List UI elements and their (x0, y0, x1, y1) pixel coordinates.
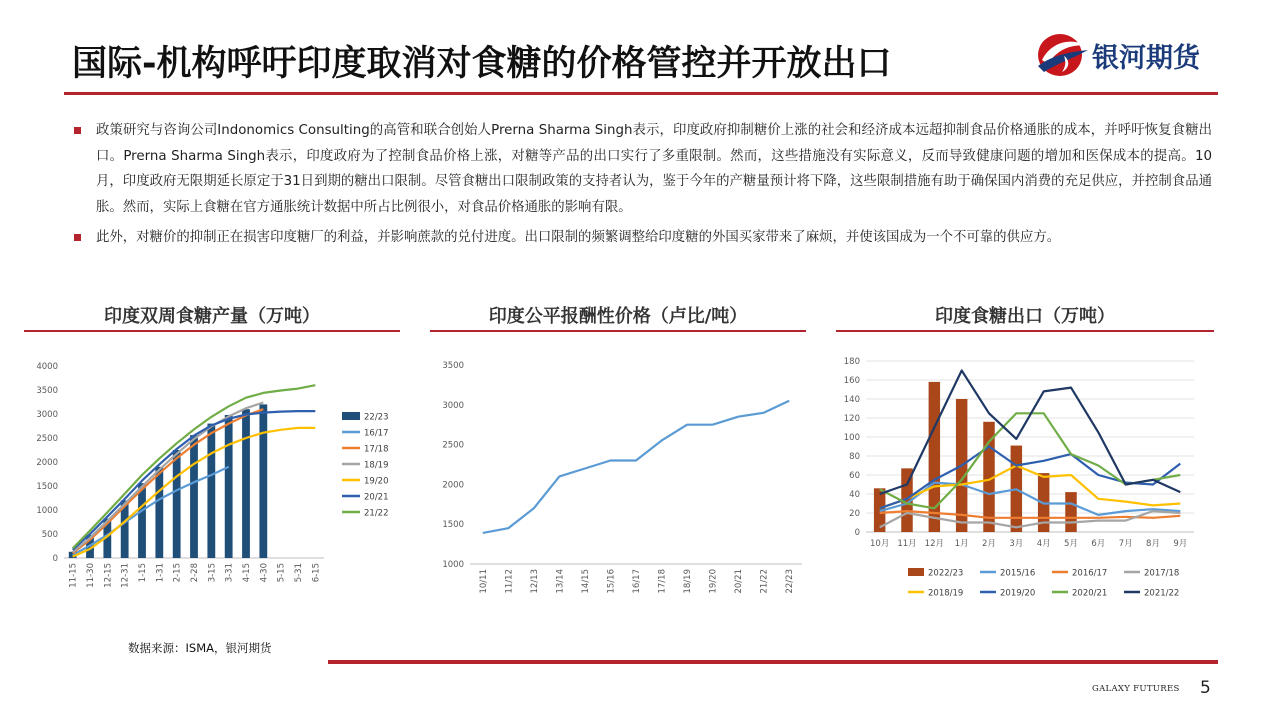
x-tick-label: 5-15 (276, 563, 287, 583)
bar (138, 483, 146, 558)
y-tick-label: 4000 (36, 362, 58, 372)
y-tick-label: 3500 (36, 386, 58, 396)
brand-name: 银河期货 (1092, 43, 1200, 74)
x-tick-label: 15/16 (606, 569, 617, 594)
x-tick-label: 2月 (982, 539, 996, 549)
chart-title-divider (24, 330, 400, 332)
legend-label: 21/22 (364, 508, 389, 519)
y-tick-label: 3500 (442, 361, 464, 371)
series-line (880, 511, 1181, 527)
y-tick-label: 80 (849, 452, 860, 462)
chart-frp (430, 350, 806, 602)
y-tick-label: 140 (843, 395, 860, 405)
chart-title-production: 印度双周食糖产量（万吨） (104, 306, 320, 327)
legend-label: 2019/20 (1000, 588, 1036, 599)
bar (207, 424, 215, 558)
legend-swatch (908, 568, 924, 576)
x-tick-label: 10/11 (478, 569, 489, 594)
x-tick-label: 11-30 (86, 563, 96, 588)
x-tick-label: 3月 (1009, 539, 1024, 549)
legend-label: 22/23 (364, 412, 389, 423)
legend-label: 2015/16 (1000, 568, 1036, 579)
bar (242, 409, 250, 558)
chart-production (24, 350, 400, 602)
x-tick-label: 6月 (1091, 539, 1106, 549)
legend-label: 20/21 (364, 492, 389, 503)
bullet-list (72, 118, 1212, 251)
bar (155, 467, 163, 558)
series-line (483, 401, 789, 533)
legend-label: 2018/19 (928, 588, 964, 599)
y-tick-label: 1500 (442, 520, 464, 531)
bullet-square-icon (74, 127, 81, 134)
y-tick-label: 1500 (36, 482, 58, 492)
bar (1065, 492, 1076, 532)
y-tick-label: 120 (843, 414, 860, 424)
y-tick-label: 2000 (36, 458, 58, 468)
footer-divider (328, 660, 1218, 664)
title-divider (64, 92, 1218, 95)
bar (929, 382, 940, 532)
y-tick-label: 60 (849, 471, 860, 481)
x-tick-label: 11月 (897, 539, 917, 549)
x-tick-label: 11/12 (504, 569, 515, 594)
y-tick-label: 1000 (36, 506, 58, 516)
series-line (73, 409, 264, 553)
y-tick-label: 500 (41, 530, 58, 540)
x-tick-label: 7月 (1118, 539, 1133, 549)
y-tick-label: 180 (843, 357, 860, 367)
x-tick-label: 4-15 (242, 563, 252, 583)
x-tick-label: 12/13 (529, 569, 540, 594)
legend-label: 2016/17 (1072, 568, 1108, 579)
x-tick-label: 13/14 (555, 569, 566, 594)
bullet-text: 此外，对糖价的抑制正在损害印度糖厂的利益，并影响蔗款的兑付进度。出口限制的频繁调整给印度糖的外国买家带来了麻烦，并使该国成为一个不可靠的供应方。 (96, 230, 1061, 246)
bullet-item (72, 118, 1212, 220)
data-source: 数据来源：ISMA，银河期货 (128, 641, 272, 655)
bullet-square-icon (74, 234, 81, 241)
x-tick-label: 20/21 (734, 569, 745, 594)
x-tick-label: 16/17 (632, 569, 642, 594)
bullet-text: 政策研究与咨询公司Indonomics Consulting的高管和联合创始人Prerna Sharma Singh表示，印度政府抑制糖价上涨的社会和经济成本远超抑制食品价格通胀的成本，并呼吁恢复食糖出口。Prerna Sharma Singh表示，印度政府为了控制食品价格上涨，对糖等产品的出口实行了多重限制。然而，这些措施没有实际意义，反而导致健康问题的增加和医保成本的提高。10月，印度政府无限期延长原定于31日到期的糖出口限制。尽管食糖出口限制政策的支持者认为，鉴于今年的产糖量预计将下降，这些限制措施有助于确保国内消费的充足供应，并控制食品通胀。然而，实际上食糖在官方通胀统计数据中所占比例很小，对食品价格通胀的影响有限。 (96, 123, 1212, 215)
y-tick-label: 0 (854, 528, 860, 538)
y-tick-label: 3000 (442, 400, 464, 411)
bar (190, 435, 198, 558)
exports-chart-svg (836, 350, 1214, 602)
y-tick-label: 2000 (442, 480, 464, 491)
x-tick-label: 21/22 (759, 569, 770, 594)
page-title: 国际-机构呼吁印度取消对食糖的价格管控并开放出口 (72, 44, 892, 84)
chart-title-frp: 印度公平报酬性价格（卢比/吨） (488, 306, 748, 327)
x-tick-label: 12月 (924, 539, 944, 549)
y-tick-label: 0 (52, 554, 58, 564)
bar (173, 450, 181, 558)
x-tick-label: 4月 (1036, 539, 1051, 549)
x-tick-label: 5月 (1064, 539, 1078, 549)
legend-label: 2017/18 (1144, 568, 1180, 579)
x-tick-label: 2-15 (172, 563, 183, 583)
galaxy-logo-icon (1034, 30, 1090, 80)
x-tick-label: 6-15 (311, 563, 322, 583)
x-tick-label: 1-15 (138, 563, 148, 583)
y-tick-label: 160 (843, 376, 860, 386)
x-tick-label: 8月 (1146, 539, 1160, 549)
bullet-item (72, 225, 1212, 251)
legend-label: 2020/21 (1072, 588, 1108, 599)
y-tick-label: 2500 (36, 434, 58, 444)
legend-swatch (342, 412, 360, 420)
x-tick-label: 19/20 (708, 569, 719, 594)
x-tick-label: 10月 (870, 539, 890, 549)
x-tick-label: 12-31 (120, 563, 131, 588)
x-tick-label: 12-15 (103, 563, 114, 588)
x-tick-label: 9月 (1173, 539, 1188, 549)
x-tick-label: 4-30 (259, 563, 270, 583)
bar (225, 415, 233, 558)
y-tick-label: 3000 (36, 410, 58, 420)
x-tick-label: 17/18 (657, 569, 668, 594)
page-number: 5 (1200, 678, 1211, 698)
x-tick-label: 11-15 (68, 563, 79, 588)
y-tick-label: 40 (849, 490, 860, 500)
x-tick-label: 2-28 (190, 563, 200, 583)
frp-chart-svg (430, 350, 806, 602)
production-chart-svg (24, 350, 400, 602)
footer-brand: GALAXY FUTURES (1092, 684, 1180, 694)
chart-exports (836, 350, 1214, 602)
x-tick-label: 3-15 (207, 563, 218, 583)
legend-label: 19/20 (364, 476, 389, 487)
chart-title-exports: 印度食糖出口（万吨） (935, 306, 1115, 327)
chart-title-divider (836, 330, 1214, 332)
legend-label: 17/18 (364, 444, 389, 455)
legend-label: 18/19 (364, 460, 389, 471)
y-tick-label: 100 (843, 433, 860, 443)
x-tick-label: 14/15 (580, 569, 591, 594)
brand-logo (1034, 30, 1224, 80)
x-tick-label: 1-31 (155, 563, 166, 583)
x-tick-label: 1月 (954, 539, 969, 549)
x-tick-label: 18/19 (683, 569, 694, 594)
x-tick-label: 3-31 (224, 563, 235, 583)
legend-label: 16/17 (364, 428, 389, 439)
legend-label: 2021/22 (1144, 588, 1180, 599)
x-tick-label: 5-31 (294, 563, 304, 583)
bar (259, 404, 267, 558)
legend-label: 2022/23 (928, 568, 964, 579)
chart-title-divider (430, 330, 806, 332)
y-tick-label: 1000 (442, 560, 464, 570)
x-tick-label: 22/23 (785, 569, 796, 594)
y-tick-label: 20 (849, 509, 860, 519)
y-tick-label: 2500 (442, 440, 464, 451)
